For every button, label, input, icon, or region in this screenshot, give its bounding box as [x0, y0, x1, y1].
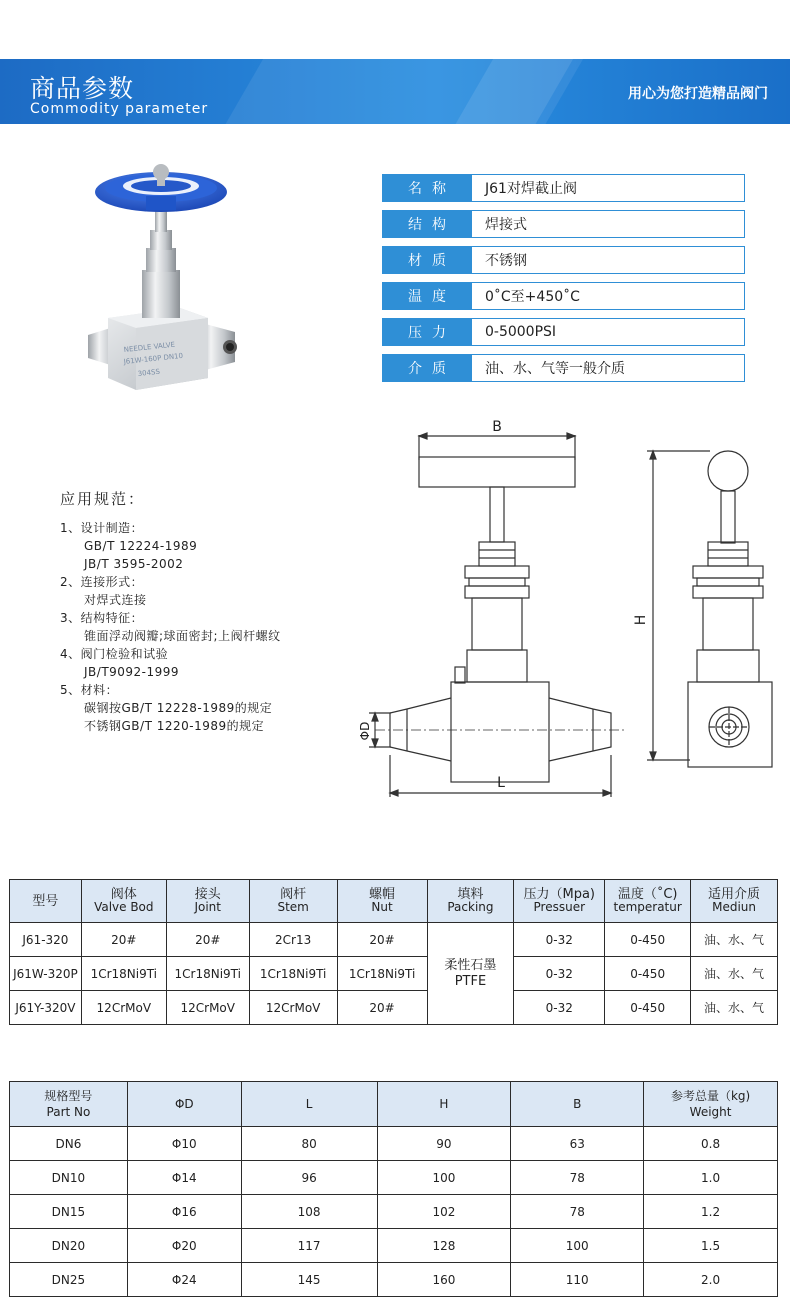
packing-cell [427, 923, 514, 1025]
dim-label-d: ΦD [358, 721, 372, 741]
valve-product-image [80, 150, 250, 400]
table-header-row [10, 1082, 778, 1127]
param-label: 结构 [382, 210, 472, 238]
cell: 0-32 [514, 991, 605, 1025]
packing-en: PTFE [454, 973, 487, 989]
spec-title: 应用规范： [60, 490, 146, 508]
table-row [10, 1263, 778, 1297]
table-row [10, 1229, 778, 1263]
cell: Φ20 [127, 1229, 241, 1263]
cell: 油、水、气 [691, 991, 778, 1025]
header-stem: 阀杆 Stem [249, 880, 337, 923]
cell: 12CrMoV [81, 991, 166, 1025]
cell: 1.2 [644, 1195, 778, 1229]
spec-line: 对焊式连接 [84, 593, 147, 607]
cell: 0-450 [605, 957, 691, 991]
cell: 2Cr13 [249, 923, 337, 957]
cell: 100 [511, 1229, 644, 1263]
cell: 0-450 [605, 991, 691, 1025]
header-model: 型号 [10, 880, 82, 923]
cell: J61W-320P [10, 957, 82, 991]
cell: 20# [81, 923, 166, 957]
cell: 1.0 [644, 1161, 778, 1195]
spec-line: 碳钢按GB/T 12228-1989的规定 [84, 701, 273, 715]
cell: DN25 [10, 1263, 128, 1297]
cell: 0-450 [605, 923, 691, 957]
spec-line: GB/T 12224-1989 [84, 539, 198, 553]
cell: 油、水、气 [691, 957, 778, 991]
product-label-2: J61W-160P DN10 [123, 351, 184, 366]
cell: 160 [377, 1263, 511, 1297]
param-row-temperature [382, 282, 745, 310]
cell: 100 [377, 1161, 511, 1195]
application-spec [60, 488, 360, 735]
cell: DN10 [10, 1161, 128, 1195]
param-label: 材质 [382, 246, 472, 274]
dim-label-h: H [633, 614, 649, 626]
param-value: 油、水、气等一般介质 [472, 354, 745, 382]
param-value: 不锈钢 [472, 246, 745, 274]
technical-drawing [355, 415, 790, 815]
cell: 117 [241, 1229, 377, 1263]
packing-cn: 柔性石墨 [444, 957, 497, 973]
cell: 1Cr18Ni9Ti [166, 957, 249, 991]
param-label: 压力 [382, 318, 472, 346]
table-row [10, 1161, 778, 1195]
spec-line: 5、材料： [60, 683, 119, 697]
spec-line: 4、阀门检验和试验 [60, 647, 169, 661]
cell: Φ16 [127, 1195, 241, 1229]
cell: 1.5 [644, 1229, 778, 1263]
cell: DN15 [10, 1195, 128, 1229]
cell: Φ14 [127, 1161, 241, 1195]
cell: DN6 [10, 1127, 128, 1161]
product-label-1: NEEDLE VALVE [123, 340, 176, 354]
param-value: 0˚C至+450˚C [472, 282, 745, 310]
param-label: 温度 [382, 282, 472, 310]
cell: 63 [511, 1127, 644, 1161]
table-row [10, 1127, 778, 1161]
cell: J61Y-320V [10, 991, 82, 1025]
header-packing: 填料 Packing [427, 880, 514, 923]
header-l: L [241, 1082, 377, 1127]
cell: Φ24 [127, 1263, 241, 1297]
header-banner [0, 59, 790, 124]
dimensions-table [9, 1081, 778, 1297]
cell: 1Cr18Ni9Ti [337, 957, 427, 991]
cell: J61-320 [10, 923, 82, 957]
cell: 2.0 [644, 1263, 778, 1297]
cell: DN20 [10, 1229, 128, 1263]
banner-title: 商品参数 [30, 74, 135, 103]
param-row-pressure [382, 318, 745, 346]
table-header-row [10, 880, 778, 923]
param-label: 介质 [382, 354, 472, 382]
param-row-name [382, 174, 745, 202]
cell: 0.8 [644, 1127, 778, 1161]
header-h: H [377, 1082, 511, 1127]
spec-line: 2、连接形式： [60, 575, 144, 589]
cell: 110 [511, 1263, 644, 1297]
param-row-material [382, 246, 745, 274]
param-label: 名称 [382, 174, 472, 202]
materials-table [9, 879, 778, 1025]
cell: 1Cr18Ni9Ti [81, 957, 166, 991]
table-row [10, 923, 778, 957]
cell: 108 [241, 1195, 377, 1229]
cell: 0-32 [514, 923, 605, 957]
header-phi-d: ΦD [127, 1082, 241, 1127]
header-valve-body: 阀体 Valve Bod [81, 880, 166, 923]
cell: 96 [241, 1161, 377, 1195]
cell: 80 [241, 1127, 377, 1161]
dim-label-b: B [492, 419, 502, 435]
cell: 20# [337, 991, 427, 1025]
table-row [10, 1195, 778, 1229]
header-part-no: 规格型号 Part No [10, 1082, 128, 1127]
param-value: 焊接式 [472, 210, 745, 238]
header-pressure: 压力（Mpa) Pressuer [514, 880, 605, 923]
spec-line: 锥面浮动阀瓣;球面密封;上阀杆螺纹 [84, 629, 281, 643]
param-value: J61对焊截止阀 [472, 174, 745, 202]
cell: Φ10 [127, 1127, 241, 1161]
header-joint: 接头 Joint [166, 880, 249, 923]
spec-line: JB/T 3595-2002 [84, 557, 184, 571]
param-row-structure [382, 210, 745, 238]
table-row [10, 957, 778, 991]
param-row-medium [382, 354, 745, 382]
spec-line: 不锈钢GB/T 1220-1989的规定 [84, 719, 265, 733]
cell: 78 [511, 1195, 644, 1229]
spec-line: JB/T9092-1999 [84, 665, 180, 679]
cell: 1Cr18Ni9Ti [249, 957, 337, 991]
cell: 145 [241, 1263, 377, 1297]
cell: 78 [511, 1161, 644, 1195]
param-value: 0-5000PSI [472, 318, 745, 346]
header-medium: 适用介质 Mediun [691, 880, 778, 923]
cell: 12CrMoV [249, 991, 337, 1025]
cell: 102 [377, 1195, 511, 1229]
table-row [10, 991, 778, 1025]
cell: 128 [377, 1229, 511, 1263]
header-b: B [511, 1082, 644, 1127]
banner-subtitle: Commodity parameter [30, 101, 209, 117]
spec-line: 3、结构特征： [60, 611, 144, 625]
cell: 油、水、气 [691, 923, 778, 957]
cell: 12CrMoV [166, 991, 249, 1025]
banner-slogan: 用心为您打造精品阀门 [628, 86, 768, 102]
product-label-3: 304SS [137, 367, 161, 378]
cell: 90 [377, 1127, 511, 1161]
header-nut: 螺帽 Nut [337, 880, 427, 923]
cell: 20# [337, 923, 427, 957]
spec-line: 1、设计制造： [60, 521, 144, 535]
header-weight: 参考总量（kg) Weight [644, 1082, 778, 1127]
dim-label-l: L [497, 775, 505, 791]
cell: 20# [166, 923, 249, 957]
cell: 0-32 [514, 957, 605, 991]
header-temperature: 温度（˚C) temperatur [605, 880, 691, 923]
